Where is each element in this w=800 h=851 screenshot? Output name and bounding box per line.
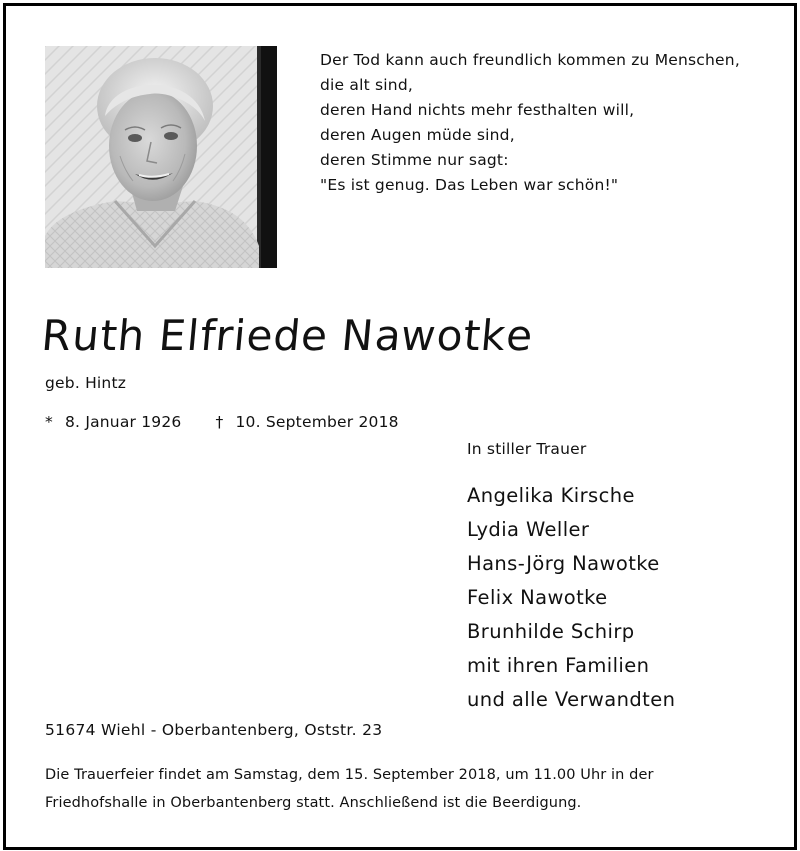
deceased-name: Ruth Elfriede Nawotke: [39, 311, 536, 360]
mourner: Brunhilde Schirp: [467, 620, 635, 643]
mourners-list: [467, 479, 675, 717]
birth-date: 8. Januar 1926: [65, 413, 182, 431]
poem-line: "Es ist genug. Das Leben war schön!": [320, 176, 619, 194]
death-cross-icon: †: [215, 413, 224, 431]
funeral-line: Die Trauerfeier findet am Samstag, dem 15. September 2018, um 11.00 Uhr in der: [45, 767, 654, 783]
portrait-photo: [45, 46, 277, 268]
mourner: Hans-Jörg Nawotke: [467, 552, 660, 575]
funeral-notice: [45, 761, 775, 817]
funeral-line: Friedhofshalle in Oberbantenberg statt. Anschließend ist die Beerdigung.: [45, 795, 582, 811]
mourner: Lydia Weller: [467, 518, 590, 541]
mourner: Angelika Kirsche: [467, 484, 635, 507]
death-date: 10. September 2018: [235, 413, 399, 431]
birth-name: geb. Hintz: [45, 374, 127, 392]
life-dates: [45, 411, 399, 433]
birth-star-icon: *: [45, 413, 53, 431]
poem-line: deren Stimme nur sagt:: [320, 151, 509, 169]
address: 51674 Wiehl - Oberbantenberg, Oststr. 23: [45, 721, 383, 739]
mourning-label: In stiller Trauer: [467, 440, 587, 458]
poem-line: die alt sind,: [320, 76, 413, 94]
mourner: und alle Verwandten: [467, 688, 676, 711]
mourner: Felix Nawotke: [467, 586, 608, 609]
poem: [320, 48, 740, 198]
poem-line: deren Hand nichts mehr festhalten will,: [320, 101, 635, 119]
mourner: mit ihren Familien: [467, 654, 650, 677]
poem-line: Der Tod kann auch freundlich kommen zu Menschen,: [320, 51, 740, 69]
poem-line: deren Augen müde sind,: [320, 126, 515, 144]
